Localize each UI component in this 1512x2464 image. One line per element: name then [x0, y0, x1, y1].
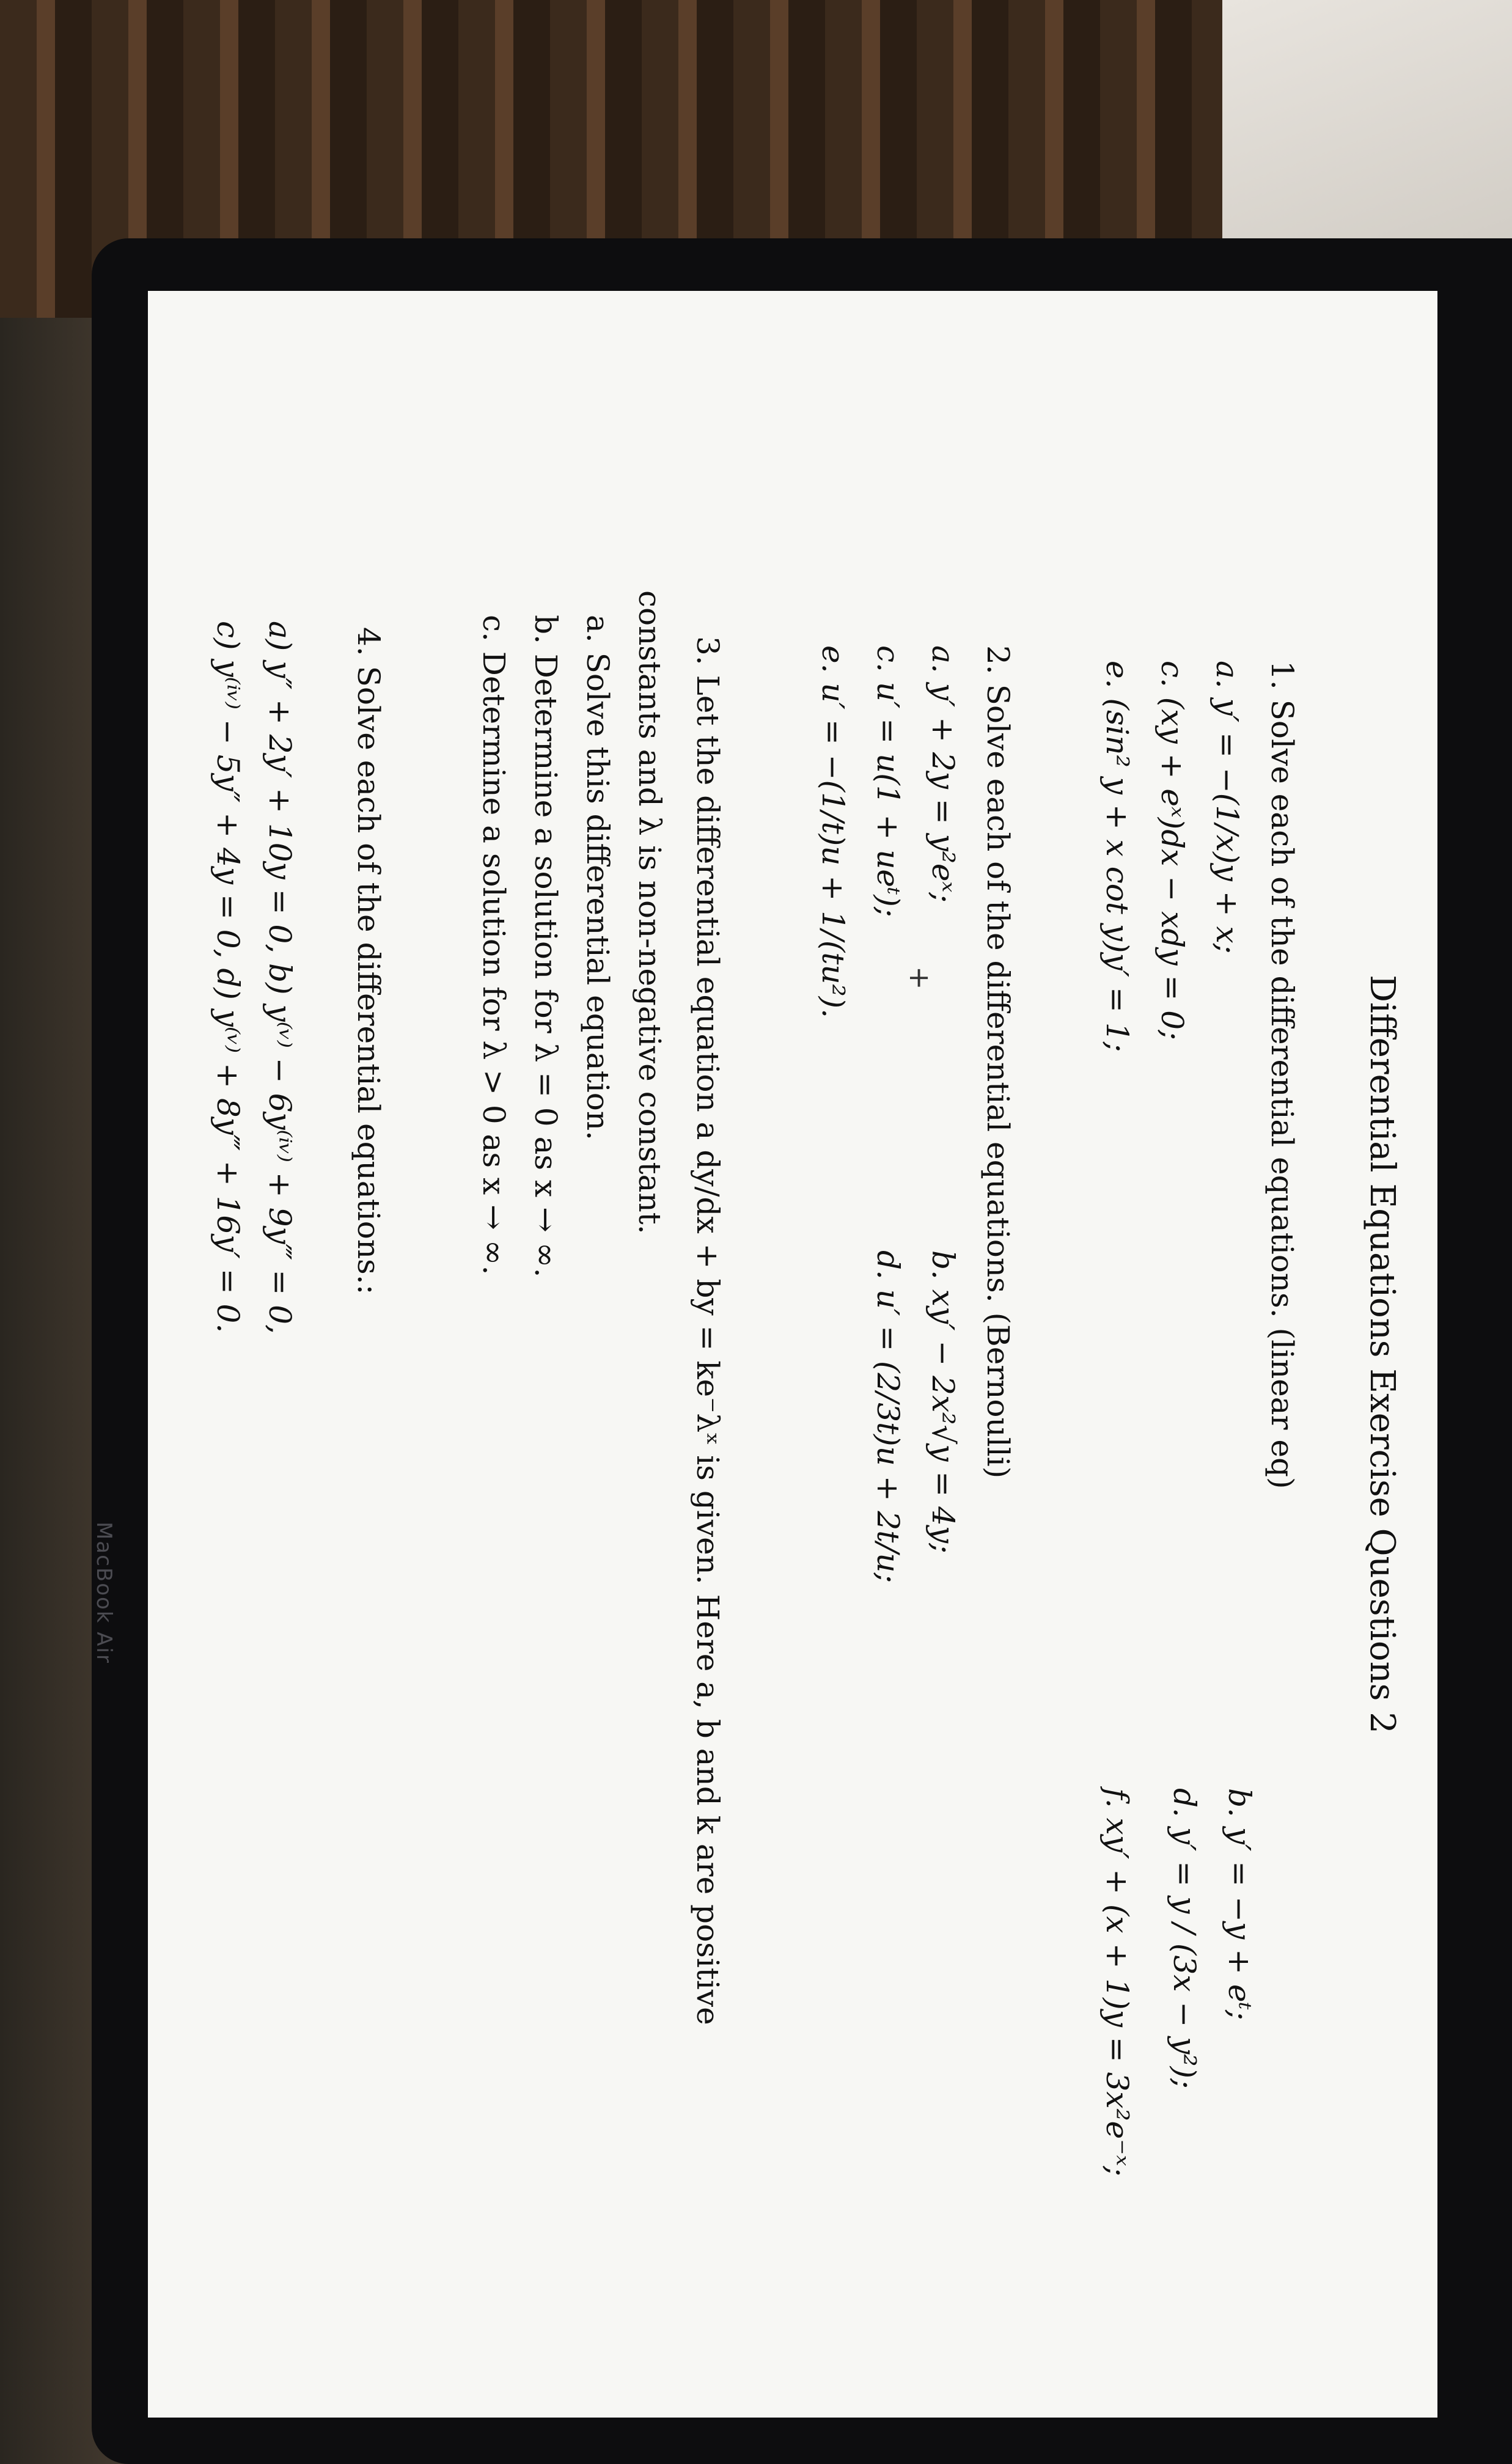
q2-item-d: d. u′ = (2/3t)u + 2t/u; — [870, 1250, 906, 1583]
brand-label: MacBook Air — [92, 1522, 116, 1664]
q3-item-b: b. Determine a solution for λ = 0 as x → ∞. — [528, 615, 563, 1278]
q2-item-c: c. u′ = u(1 + ueᵗ); — [870, 645, 906, 917]
q1-item-d: d. y′ = y / (3x − y²); — [1167, 1788, 1202, 2089]
q4-line-2: c) y⁽ⁱᵛ⁾ − 5y″ + 4y = 0, d) y⁽ᵛ⁾ + 8y‴ + 16y′ = 0. — [210, 621, 246, 1333]
q1-item-f: f. xy′ + (x + 1)y = 3x²e⁻ˣ; — [1099, 1788, 1135, 2177]
q4-line-1: a) y″ + 2y′ + 10y = 0, b) y⁽ᵛ⁾ − 6y⁽ⁱᵛ⁾ + 9y‴ = 0, — [262, 621, 298, 1335]
q2-item-a: a. y′ + 2y = y²eˣ; — [925, 645, 961, 903]
q1-heading: 1. Solve each of the differential equations. (linear eq) — [1264, 661, 1300, 1489]
q2-heading: 2. Solve each of the differential equations. (Bernoulli) — [980, 645, 1016, 1479]
q3-item-a: a. Solve this differential equation. — [580, 615, 615, 1140]
q4-heading: 4. Solve each of the differential equations.: — [351, 627, 386, 1295]
document-title: Differential Equations Exercise Questions 2 — [1362, 975, 1402, 1734]
q3-line-1: 3. Let the differential equation a dy/dx + by = ke⁻λˣ is given. Here a, b and k are positive — [690, 636, 725, 2025]
q1-item-c: c. (xy + eˣ)dx − xdy = 0; — [1154, 661, 1190, 1040]
q2-item-e: e. u′ = −(1/t)u + 1/(tu²). — [815, 645, 851, 1019]
q3-item-c: c. Determine a solution for λ > 0 as x → ∞. — [476, 615, 512, 1275]
q1-item-e: e. (sin² y + x cot y)y′ = 1; — [1099, 661, 1135, 1052]
q1-item-b: b. y′ = −y + eᵗ; — [1222, 1788, 1257, 2020]
laptop-screen — [148, 291, 1437, 2418]
q1-item-a: a. y′ = −(1/x)y + x; — [1209, 661, 1245, 954]
q3-line-2: constants and λ is non-negative constant. — [632, 590, 667, 1234]
q2-item-b: b. xy′ − 2x²√y = 4y; — [925, 1250, 961, 1554]
mouse-cursor-icon: + — [903, 966, 936, 990]
exercise-document — [148, 291, 1437, 2418]
